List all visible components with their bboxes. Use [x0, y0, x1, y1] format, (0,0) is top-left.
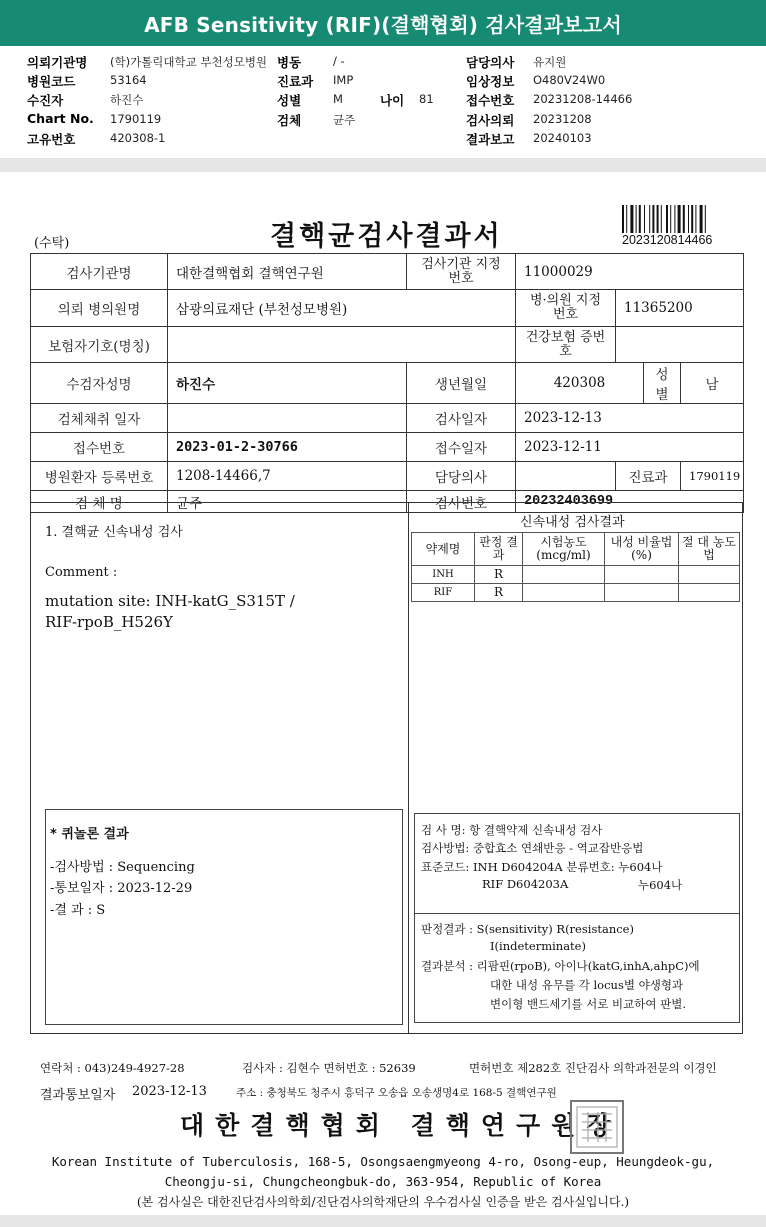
- specimen-value: 균주: [333, 113, 356, 127]
- clinical-label: 임상정보: [466, 74, 515, 89]
- dept-value: IMP: [333, 73, 354, 87]
- method-code-1: 표준코드: INH D604204A 분류번호: 누604나: [421, 860, 663, 874]
- chart-value: 1790119: [110, 112, 162, 126]
- birth-value: 420308: [516, 363, 644, 404]
- req-date-label: 검사의뢰: [466, 113, 515, 128]
- test-no-value: 20232403699: [516, 491, 744, 513]
- method-code-2: RIF D604203A: [482, 877, 569, 891]
- sex-label: 성별: [277, 93, 302, 108]
- address-en-2: Cheongju-si, Chungcheongbuk-do, 363-954, Republic of Korea: [164, 1174, 602, 1189]
- receipt-date-value: 2023-12-11: [516, 433, 744, 462]
- rapid-test-heading: 1. 결핵균 신속내성 검사: [45, 525, 183, 540]
- reg-no-label: 병원환자 등록번호: [31, 462, 168, 491]
- institute-name: 대한결핵협회 결핵연구원장: [180, 1111, 622, 1140]
- barcode-icon: [622, 205, 728, 233]
- accession-label: 접수번호: [466, 93, 515, 108]
- doctor-value: 유지원: [533, 55, 567, 69]
- barcode-number: 2023120814466: [622, 233, 713, 247]
- col-absolute: 절 대 농도법: [679, 533, 740, 566]
- divider: [408, 502, 409, 1034]
- resistance-table: [411, 532, 740, 602]
- patient-value: 하진수: [110, 93, 144, 107]
- receipt-no-label: 접수번호: [31, 433, 168, 462]
- specimen-label: 검체: [277, 113, 302, 128]
- patient-table: [30, 253, 744, 513]
- age-value: 81: [419, 92, 434, 106]
- tester: 검사자 : 김현수 면허번호 : 52639: [242, 1061, 416, 1075]
- test-date-label: 검사일자: [407, 404, 516, 433]
- insured-value: [168, 327, 516, 363]
- unique-value: 420308-1: [110, 131, 166, 145]
- separator: [0, 158, 766, 172]
- col-result: 판정 결과: [475, 533, 523, 566]
- quinolone-heading: * 퀴놀론 결과: [50, 827, 129, 842]
- lab-value: 대한결핵협회 결핵연구원: [168, 254, 407, 290]
- document-title: 결핵균검사결과서: [270, 221, 503, 252]
- insurance-value: [616, 327, 744, 363]
- quinolone-method: -검사방법 : Sequencing: [50, 860, 195, 875]
- analysis-line-3: 변이형 밴드세기를 서로 비교하여 판별.: [490, 997, 687, 1011]
- hosp-code-label: 병원코드: [27, 74, 76, 89]
- comment-label: Comment :: [45, 565, 118, 580]
- mutation-line-1: mutation site: INH-katG_S315T /: [45, 592, 295, 610]
- analysis-line-2: 대한 내성 유무를 각 locus별 야생형과: [490, 978, 684, 992]
- method-code-2-class: 누604나: [638, 878, 683, 892]
- notice-date: 2023-12-13: [132, 1084, 207, 1099]
- doctor-value-cell: [516, 462, 616, 491]
- req-date-value: 20231208: [533, 112, 592, 126]
- mutation-line-2: RIF-rpoB_H526Y: [45, 613, 173, 631]
- unique-label: 고유번호: [27, 132, 76, 147]
- hosp-no-label: 병·의원 지정번호: [516, 290, 616, 327]
- certification: (본 검사실은 대한진단검사의학회/진단검사의학재단의 우수검사실 인증을 받은 검사실입니다.): [136, 1195, 630, 1209]
- ward-label: 병동: [277, 55, 302, 70]
- quinolone-notice-date: -통보일자 : 2023-12-29: [50, 881, 193, 896]
- patient-label: 수진자: [27, 93, 64, 108]
- clinical-value: O480V24W0: [533, 73, 606, 87]
- method-test-method: 검사방법: 중합효소 연쇄반응 - 역교잡반응법: [421, 841, 644, 855]
- receipt-no-value: 2023-01-2-30766: [168, 433, 407, 462]
- quinolone-result: -결 과 : S: [50, 903, 106, 918]
- specimen-label-cell: 검 체 명: [31, 491, 168, 513]
- accession-value: 20231208-14466: [533, 92, 633, 106]
- receipt-tag: (수탁): [34, 236, 70, 251]
- contact: 연락처 : 043)249-4927-28: [40, 1061, 185, 1075]
- judge-line-2: I(indeterminate): [490, 939, 586, 953]
- insured-label: 보험자기호(명칭): [31, 327, 168, 363]
- specimen-value-cell: 균주: [168, 491, 407, 513]
- bottom-separator: [0, 1215, 766, 1227]
- analysis-line-1: 결과분석 : 리팜핀(rpoB), 아이나(katG,inhA,ahpC)에: [421, 959, 700, 973]
- age-label: 나이: [380, 93, 405, 108]
- test-date-value: 2023-12-13: [516, 404, 744, 433]
- collect-label: 검체채취 일자: [31, 404, 168, 433]
- result-rif: R: [475, 584, 523, 602]
- judge-line-1: 판정결과 : S(sensitivity) R(resistance): [421, 922, 634, 936]
- report-title: AFB Sensitivity (RIF)(결핵협회) 검사결과보고서: [0, 0, 766, 46]
- sex-value-cell: 남: [681, 363, 744, 404]
- hosp-no-value: 11365200: [616, 290, 744, 327]
- birth-label: 생년월일: [407, 363, 516, 404]
- dept-value-cell: 1790119: [681, 462, 744, 491]
- drug-rif: RIF: [412, 584, 475, 602]
- specialist: 면허번호 제282호 진단검사 의학과전문의 이경인: [469, 1061, 717, 1075]
- drug-inh: INH: [412, 566, 475, 584]
- doctor-label: 담당의사: [466, 55, 515, 70]
- rapid-result-heading: 신속내성 검사결과: [520, 515, 625, 530]
- req-inst-label: 의뢰기관명: [27, 55, 88, 70]
- notice-label: 결과통보일자: [40, 1088, 116, 1103]
- lab-no-label: 검사기관 지정번호: [407, 254, 516, 290]
- sex-value: M: [333, 92, 343, 106]
- col-conc: 시험농도 (mcg/ml): [523, 533, 605, 566]
- dept-label: 진료과: [277, 74, 314, 89]
- dept-label-cell: 진료과: [616, 462, 681, 491]
- lab-label: 검사기관명: [31, 254, 168, 290]
- patient-info-panel: [0, 46, 766, 158]
- reg-no-value: 1208-14466,7: [168, 462, 407, 491]
- doctor-label-cell: 담당의사: [407, 462, 516, 491]
- collect-value: [168, 404, 407, 433]
- lab-no-value: 11000029: [516, 254, 744, 290]
- address-en-1: Korean Institute of Tuberculosis, 168-5, Osongsaengmyeong 4-ro, Osong-eup, Heungdeok-gu,: [51, 1154, 715, 1169]
- name-label: 수검자성명: [31, 363, 168, 404]
- report-date-label: 결과보고: [466, 132, 515, 147]
- col-drug: 약제명: [412, 533, 475, 566]
- method-test-name: 검 사 명: 항 결핵약제 신속내성 검사: [421, 823, 603, 837]
- sex-label-cell: 성별: [644, 363, 681, 404]
- test-no-label: 검사번호: [407, 491, 516, 513]
- chart-label: Chart No.: [27, 111, 94, 126]
- col-ratio: 내성 비율법(%): [605, 533, 679, 566]
- result-inh: R: [475, 566, 523, 584]
- address-short: 주소 : 충청북도 청주시 흥덕구 오송읍 오송생명4로 168-5 결핵연구원: [236, 1087, 557, 1099]
- receipt-date-label: 접수일자: [407, 433, 516, 462]
- req-hosp-label: 의뢰 병의원명: [31, 290, 168, 327]
- name-value: 하진수: [168, 363, 407, 404]
- hosp-code-value: 53164: [110, 73, 147, 87]
- report-date-value: 20240103: [533, 131, 592, 145]
- official-seal-icon: [568, 1098, 626, 1156]
- req-hosp-value: 삼광의료재단 (부천성모병원): [168, 290, 516, 327]
- ward-value: / -: [333, 54, 345, 68]
- req-inst-value: (학)가톨릭대학교 부천성모병원: [110, 55, 268, 69]
- insurance-label: 건강보험 증번호: [516, 327, 616, 363]
